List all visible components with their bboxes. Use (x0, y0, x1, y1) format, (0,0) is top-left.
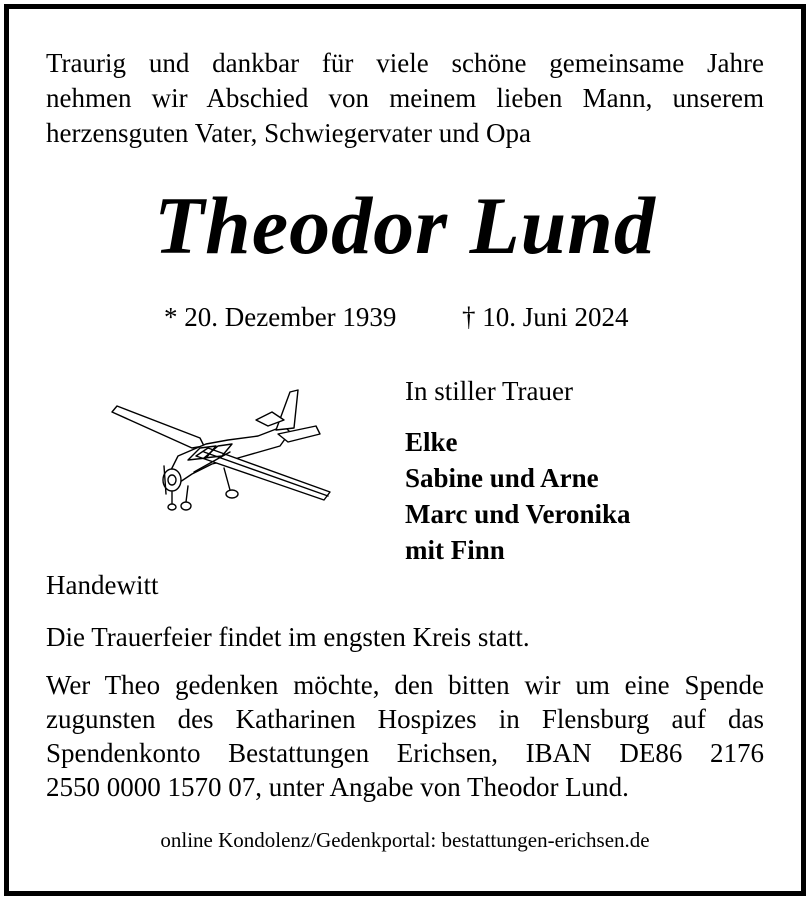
intro-line: herzensguten Vater, Schwiegervater und Opa (46, 118, 531, 148)
airplane-icon (108, 386, 334, 518)
mourner-list (405, 424, 631, 568)
mourner-name: mit Finn (405, 535, 505, 565)
mourner-name: Marc und Veronika (405, 499, 631, 529)
donation-note (46, 668, 764, 804)
deceased-name: Theodor Lund (154, 180, 656, 271)
place-name: Handewitt (46, 570, 159, 600)
birth-date: * 20. Dezember 1939 (164, 302, 397, 332)
ceremony-note: Die Trauerfeier findet im engsten Kreis statt. (46, 622, 530, 652)
intro-text (46, 46, 764, 151)
donation-line: Wer Theo gedenken möchte, den bitten wir um eine Spende (46, 670, 764, 700)
mourner-name: Elke (405, 427, 458, 457)
mourner-name: Sabine und Arne (405, 463, 599, 493)
mourning-label: In stiller Trauer (405, 376, 573, 406)
donation-line: 2550 0000 1570 07, unter Angabe von Theodor Lund. (46, 772, 629, 802)
intro-line: Traurig und dankbar für viele schöne gemeinsame Jahre (46, 48, 764, 78)
intro-line: nehmen wir Abschied von meinem lieben Mann, unserem (46, 83, 764, 113)
death-date: † 10. Juni 2024 (462, 302, 629, 332)
donation-line: zugunsten des Katharinen Hospizes in Flensburg auf das (46, 704, 764, 734)
condolence-portal-note: online Kondolenz/Gedenkportal: bestattungen-erichsen.de (160, 828, 650, 852)
donation-line: Spendenkonto Bestattungen Erichsen, IBAN DE86 2176 (46, 738, 764, 768)
